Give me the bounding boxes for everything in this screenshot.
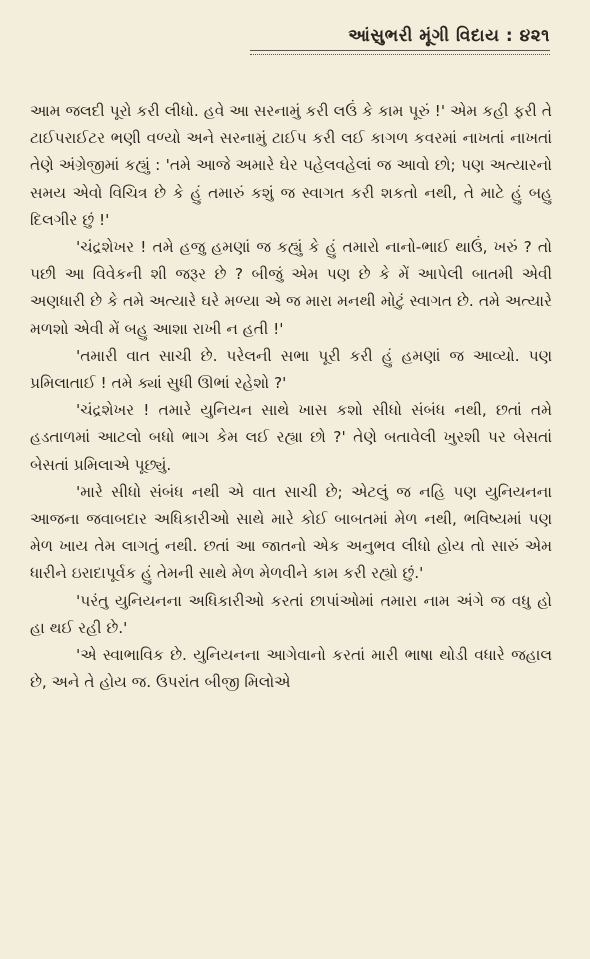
paragraph: આમ જલદી પૂરો કરી લીધો. હવે આ સરનામું કરી લઉં કે કામ પૂરું !' એમ કહી ફરી તે ટાઈપરાઈટર ભણી વળ્યો અને સરનામું ટાઈપ કરી લઈ કાગળ કવરમાં નાખતાં નાખતાં તેણે અંગ્રેજીમાં કહ્યું : 'તમે આજે અમારે ઘેર પહેલવહેલાં જ આવો છો; પણ અત્યારનો સમય એવો વિચિત્ર છે કે હું તમારું કશું જ સ્વાગત કરી શકતો નથી, તે માટે હું બહુ દિલગીર છું !' [30,102,552,229]
paragraph: 'તમારી વાત સાચી છે. પરેલની સભા પૂરી કરી હું હમણાં જ આવ્યો. પણ પ્રમિલાતાઈ ! તમે ક્યાં સુધી ઊભાં રહેશો ?' [30,346,552,393]
paragraph: 'એ સ્વાભાવિક છે. યુનિયનના આગેવાનો કરતાં મારી ભાષા થોડી વધારે જહાલ છે, અને તે હોય જ. ઉપરાંત બીજી મિલોએ [30,646,552,692]
paragraph: 'ચંદ્રશેખર ! તમે હજુ હમણાં જ કહ્યું કે હું તમારો નાનો-ભાઈ થાઉં, ખરું ? તો પછી આ વિવેકની શી જરૂર છે ? બીજું એમ પણ છે કે મેં આપેલી બાતમી એવી અણધારી છે કે તમે અત્યારે ઘરે મળ્યા એ જ મારા મનથી મોટું સ્વાગત છે. તમે અત્યારે મળશો એવી મેં બહુ આશા રાખી ન હતી !' [30,238,552,338]
body-text [30,98,552,696]
page-header [250,26,550,55]
paragraph: 'ચંદ્રશેખર ! તમારે યુનિયન સાથે ખાસ કશો સીધો સંબંધ નથી, છતાં તમે હડતાળમાં આટલો બધો ભાગ કેમ લઈ રહ્યા છો ?' તેણે બતાવેલી ખુરશી પર બેસતાં બેસતાં પ્રમિલાએ પૂછ્યું. [30,401,552,474]
header-rule [250,50,550,55]
running-head: આંસુભરી મૂંગી વિદાય : ૪૨૧ [348,26,550,46]
paragraph: 'પરંતુ યુનિયનના અધિકારીઓ કરતાં છાપાંઓમાં તમારા નામ અંગે જ વધુ હો હા થઈ રહી છે.' [30,591,552,637]
paragraph: 'મારે સીધો સંબંધ નથી એ વાત સાચી છે; એટલું જ નહિ પણ યુનિયનના આજના જવાબદાર અધિકારીઓ સાથે મારે કોઈ બાબતમાં મેળ નથી, ભવિષ્યમાં પણ મેળ ખાય તેમ લાગતું નથી. છતાં આ જાતનો એક અનુભવ લીધો હોય તો સારું એમ ધારીને ઇરાદાપૂર્વક હું તેમની સાથે મેળ મેળવીને કામ કરી રહ્યો છું.' [30,482,552,583]
